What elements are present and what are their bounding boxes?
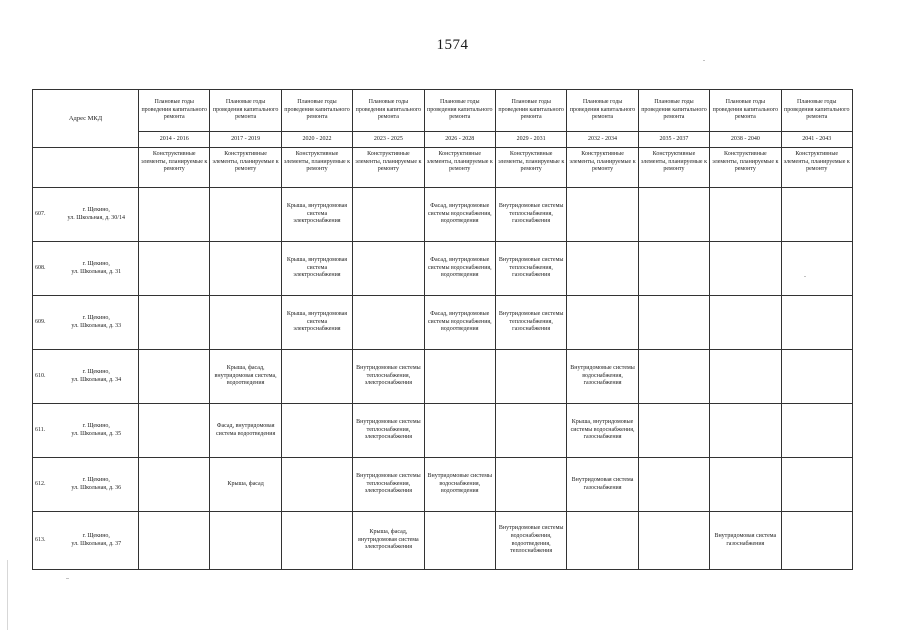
- address-street: ул. Школьная, д. 37: [71, 540, 122, 547]
- address-cell: [55, 404, 139, 458]
- planned-header: Плановые годы проведения капитального ремонта: [353, 90, 424, 132]
- page-number: 1574: [436, 37, 469, 53]
- elements-cell: Внутридомовые системы водоснабжения, водоотведения, теплоснабжения: [495, 512, 566, 570]
- address-street: ул. Школьная, д. 36: [71, 484, 122, 491]
- planned-years-header-row: [33, 90, 853, 132]
- address-city: г. Щекино,: [82, 260, 110, 267]
- elements-cell: [281, 350, 352, 404]
- elements-cell: [139, 458, 210, 512]
- planned-header: Плановые годы проведения капитального ремонта: [139, 90, 210, 132]
- elements-cell: [781, 296, 852, 350]
- planned-header: Плановые годы проведения капитального ремонта: [281, 90, 352, 132]
- elements-header: Конструктивные элементы, планируемые к ремонту: [495, 148, 566, 188]
- table-row: [33, 458, 853, 512]
- row-number: 609.: [33, 296, 55, 350]
- period-header: 2035 - 2037: [638, 132, 709, 148]
- address-cell: [55, 350, 139, 404]
- elements-cell: [567, 296, 638, 350]
- planned-header: Плановые годы проведения капитального ремонта: [567, 90, 638, 132]
- elements-cell: [567, 512, 638, 570]
- elements-cell: [710, 458, 781, 512]
- elements-cell: Крыша, внутридомовые системы водоснабжения, газоснабжения: [567, 404, 638, 458]
- elements-cell: [281, 458, 352, 512]
- elements-cell: [353, 296, 424, 350]
- elements-cell: Внутридомовая система газоснабжения: [567, 458, 638, 512]
- elements-cell: Крыша, внутридомовая система электроснабжения: [281, 296, 352, 350]
- elements-cell: [210, 512, 281, 570]
- planned-header: Плановые годы проведения капитального ремонта: [710, 90, 781, 132]
- row-number: 612.: [33, 458, 55, 512]
- period-header: 2038 - 2040: [710, 132, 781, 148]
- address-cell: [55, 242, 139, 296]
- elements-cell: [710, 188, 781, 242]
- elements-cell: [638, 188, 709, 242]
- period-header: 2029 - 2031: [495, 132, 566, 148]
- elements-cell: Фасад, внутридомовые системы водоснабжения, водоотведения: [424, 296, 495, 350]
- elements-cell: [139, 188, 210, 242]
- elements-header: Конструктивные элементы, планируемые к ремонту: [353, 148, 424, 188]
- table-row: [33, 350, 853, 404]
- elements-cell: [139, 242, 210, 296]
- elements-header: Конструктивные элементы, планируемые к ремонту: [638, 148, 709, 188]
- elements-cell: [210, 242, 281, 296]
- elements-cell: [353, 242, 424, 296]
- period-header: 2032 - 2034: [567, 132, 638, 148]
- period-header: 2020 - 2022: [281, 132, 352, 148]
- elements-cell: Внутридомовые системы теплоснабжения, газоснабжения: [495, 296, 566, 350]
- address-street: ул. Школьная, д. 30/14: [67, 214, 125, 221]
- row-number: 610.: [33, 350, 55, 404]
- elements-cell: [638, 296, 709, 350]
- elements-cell: [781, 188, 852, 242]
- elements-cell: [781, 404, 852, 458]
- row-number: 607.: [33, 188, 55, 242]
- elements-cell: [781, 350, 852, 404]
- period-header: 2017 - 2019: [210, 132, 281, 148]
- table-row: [33, 296, 853, 350]
- address-street: ул. Школьная, д. 34: [71, 376, 122, 383]
- address-header: Адрес МКД: [33, 90, 139, 148]
- elements-cell: Внутридомовые системы водоснабжения, газоснабжения: [567, 350, 638, 404]
- elements-header: Конструктивные элементы, планируемые к ремонту: [781, 148, 852, 188]
- address-city: г. Щекино,: [82, 476, 110, 483]
- row-number: 613.: [33, 512, 55, 570]
- elements-header: Конструктивные элементы, планируемые к ремонту: [210, 148, 281, 188]
- scan-artifact: [66, 578, 69, 579]
- elements-cell: Крыша, внутридомовая система электроснабжения: [281, 242, 352, 296]
- elements-cell: Внутридомовые системы водоснабжения, водоотведения: [424, 458, 495, 512]
- address-cell: [55, 188, 139, 242]
- elements-header: Конструктивные элементы, планируемые к ремонту: [567, 148, 638, 188]
- scan-artifact: [703, 60, 705, 61]
- elements-cell: Внутридомовые системы теплоснабжения, электроснабжения: [353, 350, 424, 404]
- elements-cell: Фасад, внутридомовые системы водоснабжения, водоотведения: [424, 188, 495, 242]
- table-row: [33, 512, 853, 570]
- scan-artifact: [7, 560, 8, 630]
- elements-cell: [710, 296, 781, 350]
- elements-cell: [638, 458, 709, 512]
- elements-cell: [781, 512, 852, 570]
- period-header: 2023 - 2025: [353, 132, 424, 148]
- elements-cell: [781, 458, 852, 512]
- elements-cell: [353, 188, 424, 242]
- elements-cell: Внутридомовая система газоснабжения: [710, 512, 781, 570]
- elements-cell: [495, 458, 566, 512]
- scan-artifact: [804, 276, 806, 277]
- address-city: г. Щекино,: [82, 532, 110, 539]
- period-header-row: [33, 132, 853, 148]
- address-city: г. Щекино,: [82, 368, 110, 375]
- elements-cell: [281, 404, 352, 458]
- elements-cell: [139, 350, 210, 404]
- address-header-blank: [33, 148, 139, 188]
- address-cell: [55, 512, 139, 570]
- elements-cell: Фасад, внутридомовые системы водоснабжения, водоотведения: [424, 242, 495, 296]
- elements-cell: Внутридомовые системы теплоснабжения, газоснабжения: [495, 188, 566, 242]
- elements-cell: [710, 350, 781, 404]
- elements-cell: Внутридомовые системы теплоснабжения, газоснабжения: [495, 242, 566, 296]
- elements-cell: [495, 404, 566, 458]
- elements-cell: [710, 242, 781, 296]
- elements-cell: Крыша, фасад: [210, 458, 281, 512]
- period-header: 2041 - 2043: [781, 132, 852, 148]
- elements-cell: [638, 512, 709, 570]
- elements-cell: Внутридомовые системы теплоснабжения, электроснабжения: [353, 458, 424, 512]
- elements-cell: [781, 242, 852, 296]
- elements-cell: Крыша, внутридомовая система электроснабжения: [281, 188, 352, 242]
- address-cell: [55, 458, 139, 512]
- elements-cell: Фасад, внутридомовая система водоотведения: [210, 404, 281, 458]
- address-city: г. Щекино,: [82, 206, 110, 213]
- elements-cell: [567, 242, 638, 296]
- elements-header: Конструктивные элементы, планируемые к ремонту: [281, 148, 352, 188]
- planned-header: Плановые годы проведения капитального ремонта: [424, 90, 495, 132]
- elements-cell: [281, 512, 352, 570]
- elements-cell: [710, 404, 781, 458]
- elements-cell: Крыша, фасад, внутридомовая система электроснабжения: [353, 512, 424, 570]
- elements-cell: Крыша, фасад, внутридомовая система, водоотведения: [210, 350, 281, 404]
- planned-header: Плановые годы проведения капитального ремонта: [638, 90, 709, 132]
- address-city: г. Щекино,: [82, 422, 110, 429]
- address-city: г. Щекино,: [82, 314, 110, 321]
- elements-header: Конструктивные элементы, планируемые к ремонту: [139, 148, 210, 188]
- elements-header-row: [33, 148, 853, 188]
- elements-cell: [424, 404, 495, 458]
- table-body: [33, 188, 853, 570]
- repair-schedule-table: [32, 89, 853, 570]
- elements-cell: [638, 404, 709, 458]
- planned-header: Плановые годы проведения капитального ремонта: [495, 90, 566, 132]
- period-header: 2014 - 2016: [139, 132, 210, 148]
- elements-cell: [638, 242, 709, 296]
- elements-header: Конструктивные элементы, планируемые к ремонту: [710, 148, 781, 188]
- table-row: [33, 188, 853, 242]
- address-street: ул. Школьная, д. 35: [71, 430, 122, 437]
- planned-header: Плановые годы проведения капитального ремонта: [210, 90, 281, 132]
- planned-header: Плановые годы проведения капитального ремонта: [781, 90, 852, 132]
- elements-cell: [210, 188, 281, 242]
- period-header: 2026 - 2028: [424, 132, 495, 148]
- elements-cell: [424, 512, 495, 570]
- table-row: [33, 404, 853, 458]
- table-row: [33, 242, 853, 296]
- elements-cell: [567, 188, 638, 242]
- elements-cell: [638, 350, 709, 404]
- elements-cell: [424, 350, 495, 404]
- row-number: 611.: [33, 404, 55, 458]
- elements-cell: [139, 404, 210, 458]
- elements-cell: [210, 296, 281, 350]
- elements-cell: [495, 350, 566, 404]
- row-number: 608.: [33, 242, 55, 296]
- address-street: ул. Школьная, д. 33: [71, 322, 122, 329]
- address-street: ул. Школьная, д. 31: [71, 268, 122, 275]
- elements-cell: [139, 296, 210, 350]
- table-header: [33, 90, 853, 188]
- elements-cell: Внутридомовые системы теплоснабжения, электроснабжения: [353, 404, 424, 458]
- address-cell: [55, 296, 139, 350]
- elements-cell: [139, 512, 210, 570]
- elements-header: Конструктивные элементы, планируемые к ремонту: [424, 148, 495, 188]
